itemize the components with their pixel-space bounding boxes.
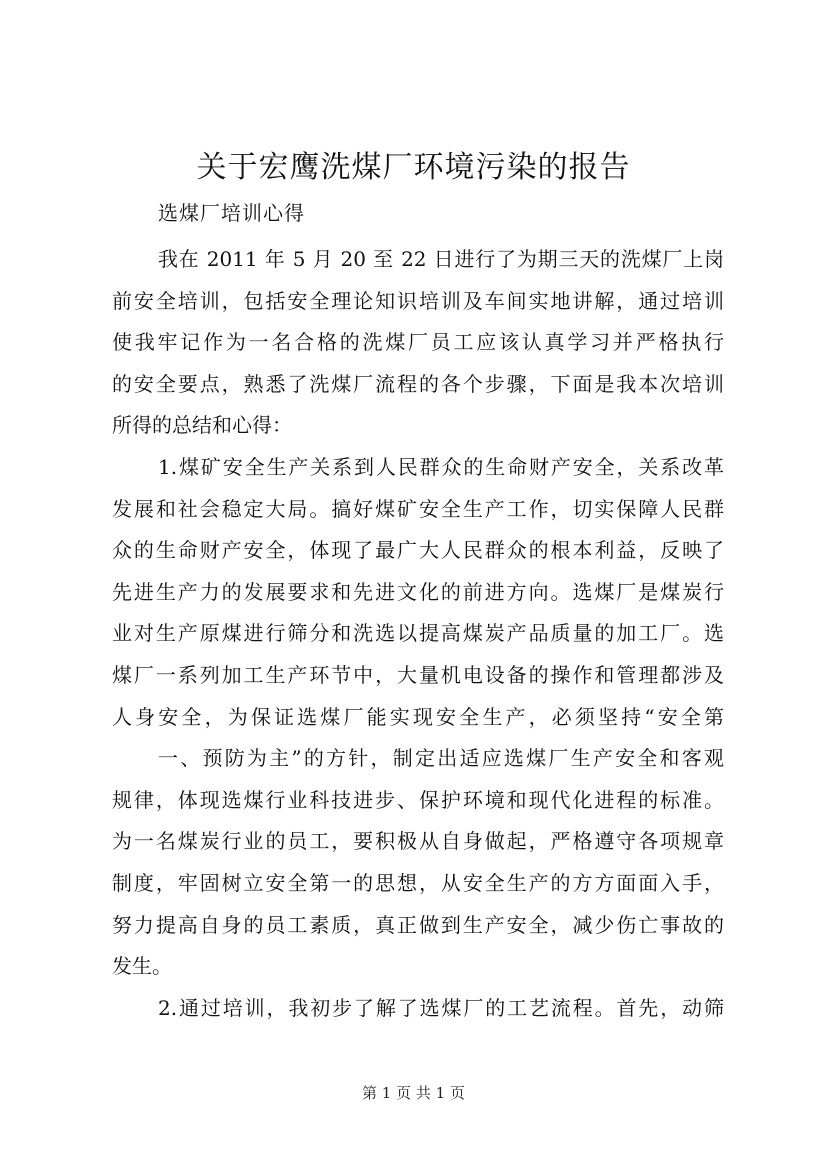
paragraph-line: 发生。: [112, 954, 172, 979]
paragraph-line: 努力提高自身的员工素质，真正做到生产安全，减少伤亡事故的: [112, 912, 724, 937]
paragraph-line: 业对生产原煤进行筛分和洗选以提高煤炭产品质量的加工厂。选: [112, 621, 724, 646]
paragraph-line: 规律，体现选煤行业科技进步、保护环境和现代化进程的标准。: [112, 787, 724, 812]
page-number: 第 1 页 共 1 页: [362, 1084, 465, 1102]
paragraph-line: 所得的总结和心得：: [112, 413, 292, 438]
paragraph-line: 为一名煤炭行业的员工，要积极从自身做起，严格遵守各项规章: [112, 829, 724, 854]
paragraph-line: 众的生命财产安全，体现了最广大人民群众的根本利益，反映了: [112, 538, 724, 563]
paragraph-line: 2.通过培训，我初步了解了选煤厂的工艺流程。首先，动筛: [158, 995, 724, 1020]
paragraph-line: 使我牢记作为一名合格的洗煤厂员工应该认真学习并严格执行: [112, 330, 724, 355]
paragraph-line: 先进生产力的发展要求和先进文化的前进方向。选煤厂是煤炭行: [112, 579, 724, 604]
document-title: 关于宏鹰洗煤厂环境污染的报告: [196, 150, 631, 185]
paragraph-line: 煤厂一系列加工生产环节中，大量机电设备的操作和管理都涉及: [112, 662, 724, 687]
paragraph-line: 一、预防为主”的方针，制定出适应选煤厂生产安全和客观: [158, 746, 724, 771]
paragraph-line: 人身安全，为保证选煤厂能实现安全生产，必须坚持“安全第: [112, 704, 724, 729]
paragraph-line: 前安全培训，包括安全理论知识培训及车间实地讲解，通过培训: [112, 288, 724, 313]
paragraph-line: 的安全要点，熟悉了洗煤厂流程的各个步骤，下面是我本次培训: [112, 371, 724, 396]
document-subtitle: 选煤厂培训心得: [158, 201, 305, 225]
paragraph-line: 我在 2011 年 5 月 20 至 22 日进行了为期三天的洗煤厂上岗: [158, 247, 724, 271]
paragraph-line: 1.煤矿安全生产关系到人民群众的生命财产安全，关系改革: [158, 454, 724, 479]
paragraph-line: 制度，牢固树立安全第一的思想，从安全生产的方方面面入手，: [112, 870, 724, 895]
paragraph-line: 发展和社会稳定大局。搞好煤矿安全生产工作，切实保障人民群: [112, 496, 724, 521]
body-text: [112, 239, 724, 1029]
